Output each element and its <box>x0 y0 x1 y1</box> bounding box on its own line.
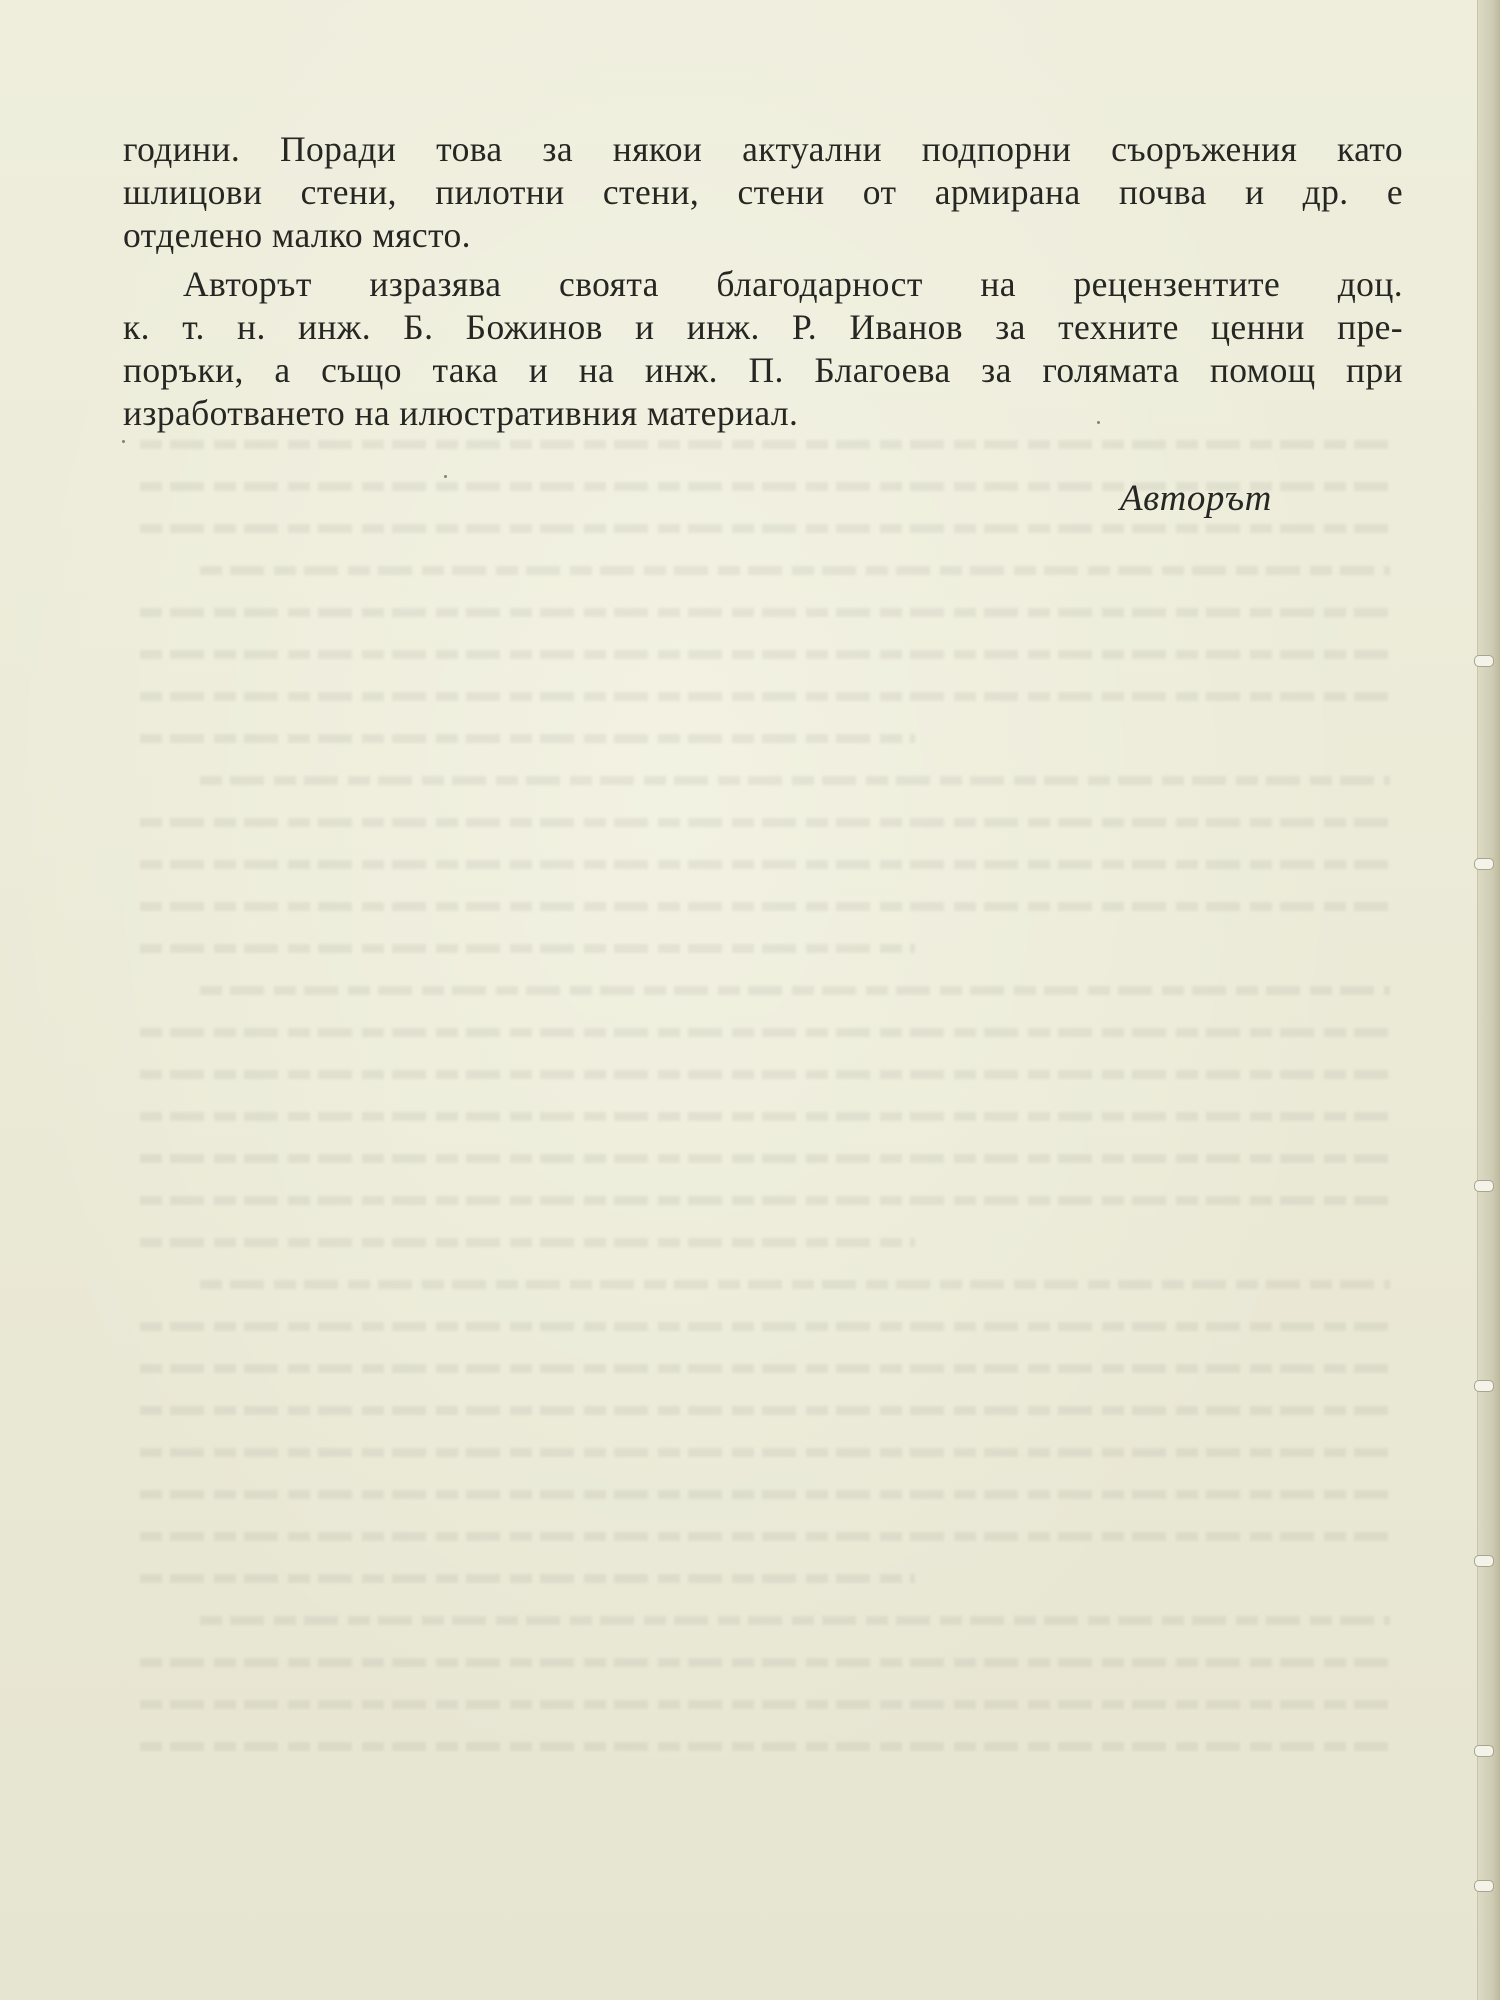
binding-stitch <box>1474 1555 1494 1567</box>
paragraph-1 <box>123 128 1403 257</box>
text-line: Авторът изразява своята благодарност на рецензентите доц. <box>183 264 1403 304</box>
text-line: шлицови стени, пилотни стени, стени от армирана почва и др. е <box>123 172 1403 212</box>
paragraph-2 <box>123 263 1403 435</box>
text-line: поръки, а също така и на инж. П. Благоева за голямата помощ при <box>123 350 1403 390</box>
text-line: к. т. н. инж. Б. Божинов и инж. Р. Иванов за техните ценни пре- <box>123 307 1403 347</box>
paper-speck <box>444 475 447 478</box>
author-signature: Авторът <box>1120 478 1272 519</box>
text-line: отделено малко място. <box>123 215 471 255</box>
body-text <box>123 128 1403 435</box>
text-line: изработването на илюстративния материал. <box>123 393 799 433</box>
paper-speck <box>122 440 125 443</box>
binding-stitch <box>1474 1380 1494 1392</box>
text-line: години. Поради това за някои актуални подпорни съоръжения като <box>123 129 1403 169</box>
binding-edge <box>1477 0 1500 2000</box>
binding-stitch <box>1474 858 1494 870</box>
reverse-side-bleed-through <box>140 440 1390 1890</box>
binding-stitch <box>1474 1745 1494 1757</box>
binding-stitch <box>1474 1180 1494 1192</box>
binding-stitch <box>1474 655 1494 667</box>
paper-speck <box>1097 421 1100 424</box>
binding-stitch <box>1474 1880 1494 1892</box>
